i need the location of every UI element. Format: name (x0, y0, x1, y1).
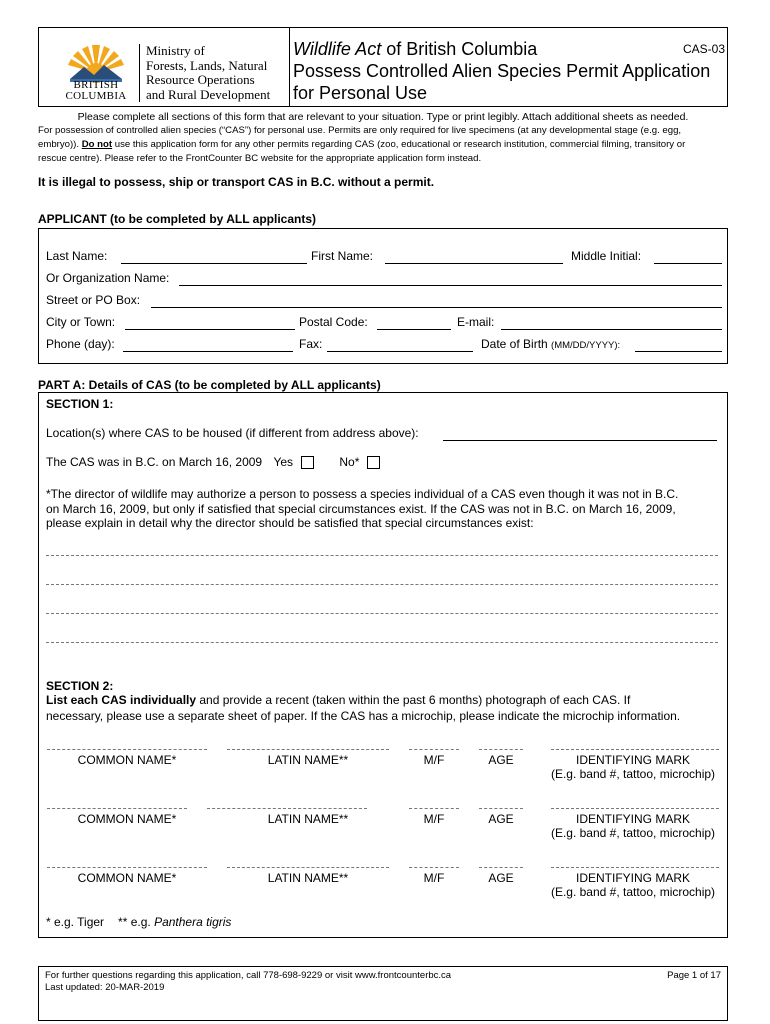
last-name-label: Last Name: (46, 249, 108, 263)
common-name-label: COMMON NAME* (77, 812, 177, 826)
intro-line: rescue centre). Please refer to the FrontCounter BC website for the appropriate application form instead. (38, 153, 482, 164)
age-label: AGE (488, 871, 514, 885)
explanation-line-2[interactable] (46, 584, 718, 585)
org-name-field[interactable] (179, 285, 722, 286)
age-label: AGE (488, 812, 514, 826)
latin-name-label: LATIN NAME** (267, 871, 349, 885)
phone-field[interactable] (123, 351, 293, 352)
ministry-name: Ministry of Forests, Lands, Natural Resource Operations and Rural Development (139, 44, 291, 102)
sex-label: M/F (423, 871, 445, 885)
latin-name-label: LATIN NAME** (267, 753, 349, 767)
common-name-field[interactable] (47, 867, 207, 868)
phone-label: Phone (day): (46, 337, 115, 351)
in-bc-question: The CAS was in B.C. on March 16, 2009 Yes No* (46, 455, 380, 469)
province-wordmark: BRITISH COLUMBIA (65, 79, 127, 102)
common-name-field[interactable] (47, 808, 187, 809)
section2-instructions: necessary, please use a separate sheet of paper. If the CAS has a microchip, please indicate the microchip information. (46, 709, 681, 723)
last-name-field[interactable] (121, 263, 307, 264)
examples-note: * e.g. Tiger ** e.g. Panthera tigris (46, 915, 232, 929)
dob-field[interactable] (635, 351, 722, 352)
director-note: *The director of wildlife may authorize a person to possess a species individual of a CAS even though it was not in B.C. on March 16, 2009, but only if satisfied that special circumstances exist. If the CAS was not in B.C. on March 16, 2009, please explain in detail why the director should be satisfied that special circumstances exist: (46, 487, 679, 530)
common-name-field[interactable] (47, 749, 207, 750)
city-label: City or Town: (46, 315, 116, 329)
form-code: CAS-03 (682, 42, 725, 56)
identifying-mark-label: IDENTIFYING MARK (E.g. band #, tattoo, microchip) (550, 753, 716, 781)
section1-heading: SECTION 1: (46, 397, 114, 411)
part-a-box (38, 392, 728, 938)
latin-name-label: LATIN NAME** (267, 812, 349, 826)
postal-code-field[interactable] (377, 329, 451, 330)
section2-heading: SECTION 2: (46, 679, 114, 693)
email-label: E-mail: (457, 315, 495, 329)
identifying-mark-label: IDENTIFYING MARK (E.g. band #, tattoo, microchip) (550, 871, 716, 899)
last-updated: Last updated: 20-MAR-2019 (45, 982, 165, 993)
latin-name-field[interactable] (227, 867, 389, 868)
identifying-mark-label: IDENTIFYING MARK (E.g. band #, tattoo, microchip) (550, 812, 716, 840)
intro-line: For possession of controlled alien species (“CAS”) for personal use. Permits are only required for live specimens (at any developmental stage (e.g. egg, (38, 125, 682, 136)
org-name-label: Or Organization Name: (46, 271, 170, 285)
identifying-mark-field[interactable] (551, 808, 719, 809)
no-checkbox[interactable] (367, 456, 380, 469)
street-field[interactable] (151, 307, 722, 308)
first-name-field[interactable] (385, 263, 563, 264)
dob-label: Date of Birth (MM/DD/YYYY): (481, 337, 621, 351)
latin-name-field[interactable] (227, 749, 389, 750)
explanation-line-1[interactable] (46, 555, 718, 556)
intro-line: embryo)). Do not use this application form for any other permits regarding CAS (zoo, educational or research institution, commercial filming, transitory or (38, 139, 686, 150)
yes-checkbox[interactable] (301, 456, 314, 469)
fax-field[interactable] (327, 351, 473, 352)
sex-label: M/F (423, 753, 445, 767)
age-label: AGE (488, 753, 514, 767)
contact-info: For further questions regarding this application, call 778-698-9229 or visit www.frontcounterbc.ca (45, 970, 452, 981)
locations-field[interactable] (443, 440, 717, 441)
form-header (38, 27, 728, 107)
sex-label: M/F (423, 812, 445, 826)
intro-instructions: Please complete all sections of this form that are relevant to your situation. Type or print legibly. Attach additional sheets as needed. (77, 111, 689, 123)
part-a-heading: PART A: Details of CAS (to be completed by ALL applicants) (38, 378, 381, 392)
common-name-label: COMMON NAME* (77, 753, 177, 767)
city-field[interactable] (125, 329, 295, 330)
latin-name-field[interactable] (207, 808, 367, 809)
sex-field[interactable] (409, 808, 459, 809)
page-footer (38, 966, 728, 1021)
form-title: Wildlife Act of British Columbia Possess Controlled Alien Species Permit Application for Personal Use (293, 39, 711, 103)
permit-warning: It is illegal to possess, ship or transport CAS in B.C. without a permit. (38, 175, 435, 189)
fax-label: Fax: (299, 337, 323, 351)
sex-field[interactable] (409, 867, 459, 868)
first-name-label: First Name: (311, 249, 374, 263)
identifying-mark-field[interactable] (551, 867, 719, 868)
page-number: Page 1 of 17 (667, 970, 721, 981)
common-name-label: COMMON NAME* (77, 871, 177, 885)
ministry-logo (39, 28, 290, 106)
identifying-mark-field[interactable] (551, 749, 719, 750)
middle-initial-field[interactable] (654, 263, 722, 264)
email-field[interactable] (501, 329, 722, 330)
applicant-heading: APPLICANT (to be completed by ALL applicants) (38, 212, 317, 226)
section2-instructions: List each CAS individually and provide a recent (taken within the past 6 months) photograph of each CAS. If (46, 693, 631, 707)
age-field[interactable] (479, 749, 523, 750)
age-field[interactable] (479, 808, 523, 809)
sex-field[interactable] (409, 749, 459, 750)
explanation-line-3[interactable] (46, 613, 718, 614)
applicant-box (38, 228, 728, 364)
postal-code-label: Postal Code: (299, 315, 368, 329)
middle-initial-label: Middle Initial: (571, 249, 642, 263)
street-label: Street or PO Box: (46, 293, 141, 307)
age-field[interactable] (479, 867, 523, 868)
explanation-line-4[interactable] (46, 642, 718, 643)
locations-label: Location(s) where CAS to be housed (if different from address above): (46, 426, 419, 440)
